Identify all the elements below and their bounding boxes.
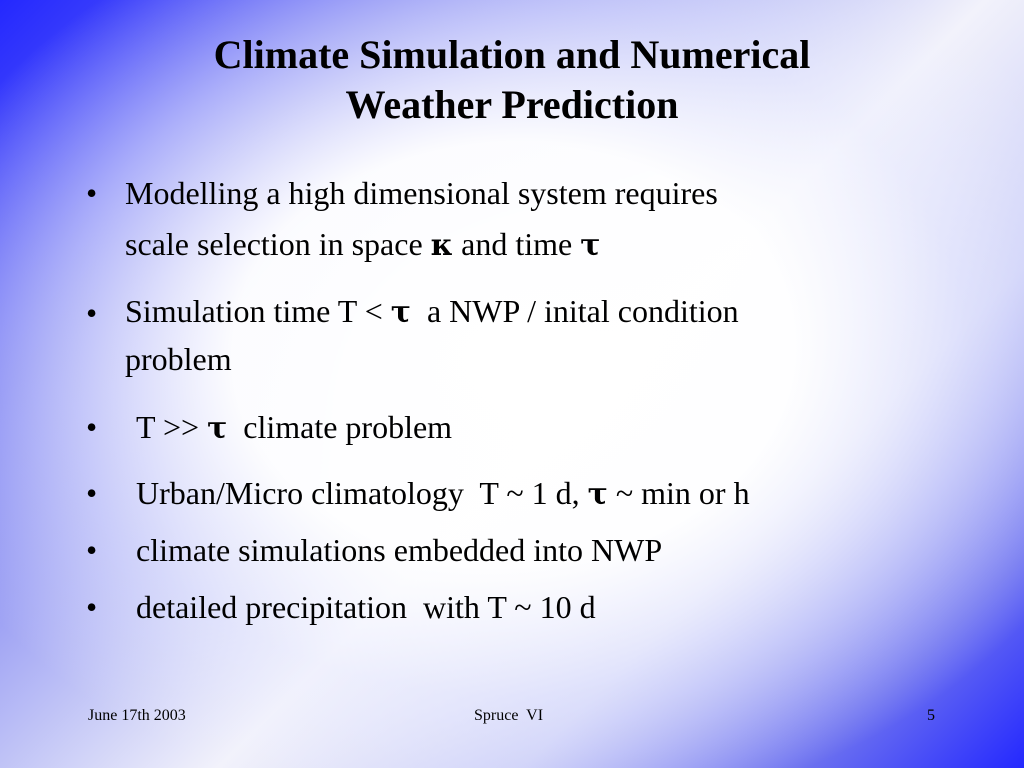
bullet-text <box>125 168 925 271</box>
slide-number: 5 <box>927 707 935 724</box>
bullet-marker: • <box>86 175 98 211</box>
bullet-text: climate simulations embedded into NWP <box>136 532 663 568</box>
bullet-3-text-end: climate problem <box>227 409 453 445</box>
slide-title-line-2: Weather Prediction <box>345 82 679 127</box>
tau-symbol: τ <box>580 228 601 263</box>
bullet-marker: • <box>86 409 98 445</box>
kappa-symbol: κ <box>430 228 454 263</box>
bullet-2-line-1-start: Simulation time T < <box>125 293 391 329</box>
bullet-2-line-1-end: a NWP / inital condition <box>410 293 739 329</box>
bullet-text <box>136 402 936 454</box>
tau-symbol: τ <box>390 295 411 330</box>
bullet-text <box>136 468 936 520</box>
tau-symbol: τ <box>207 411 228 446</box>
footer-date: June 17th 2003 <box>88 707 186 724</box>
bullet-3-text-start: T >> <box>136 409 208 445</box>
bullet-marker: • <box>86 532 98 568</box>
tau-symbol: τ <box>587 477 608 512</box>
bullet-text: detailed precipitation with T ~ 10 d <box>136 589 596 625</box>
bullet-marker: • <box>86 295 98 331</box>
bullet-1-line-2-mid: and time <box>453 226 581 262</box>
bullet-marker: • <box>86 475 98 511</box>
bullet-1-line-1: Modelling a high dimensional system requires <box>125 175 718 211</box>
bullet-1-line-2-start: scale selection in space <box>125 226 431 262</box>
bullet-marker: • <box>86 589 98 625</box>
footer-center-text: Spruce VI <box>474 707 544 724</box>
bullet-4-text-start: Urban/Micro climatology T ~ 1 d, <box>136 475 588 511</box>
slide-title-line-1: Climate Simulation and Numerical <box>213 32 811 77</box>
bullet-2-line-2: problem <box>125 341 232 377</box>
bullet-text <box>125 288 925 383</box>
bullet-4-text-end: ~ min or h <box>607 475 750 511</box>
